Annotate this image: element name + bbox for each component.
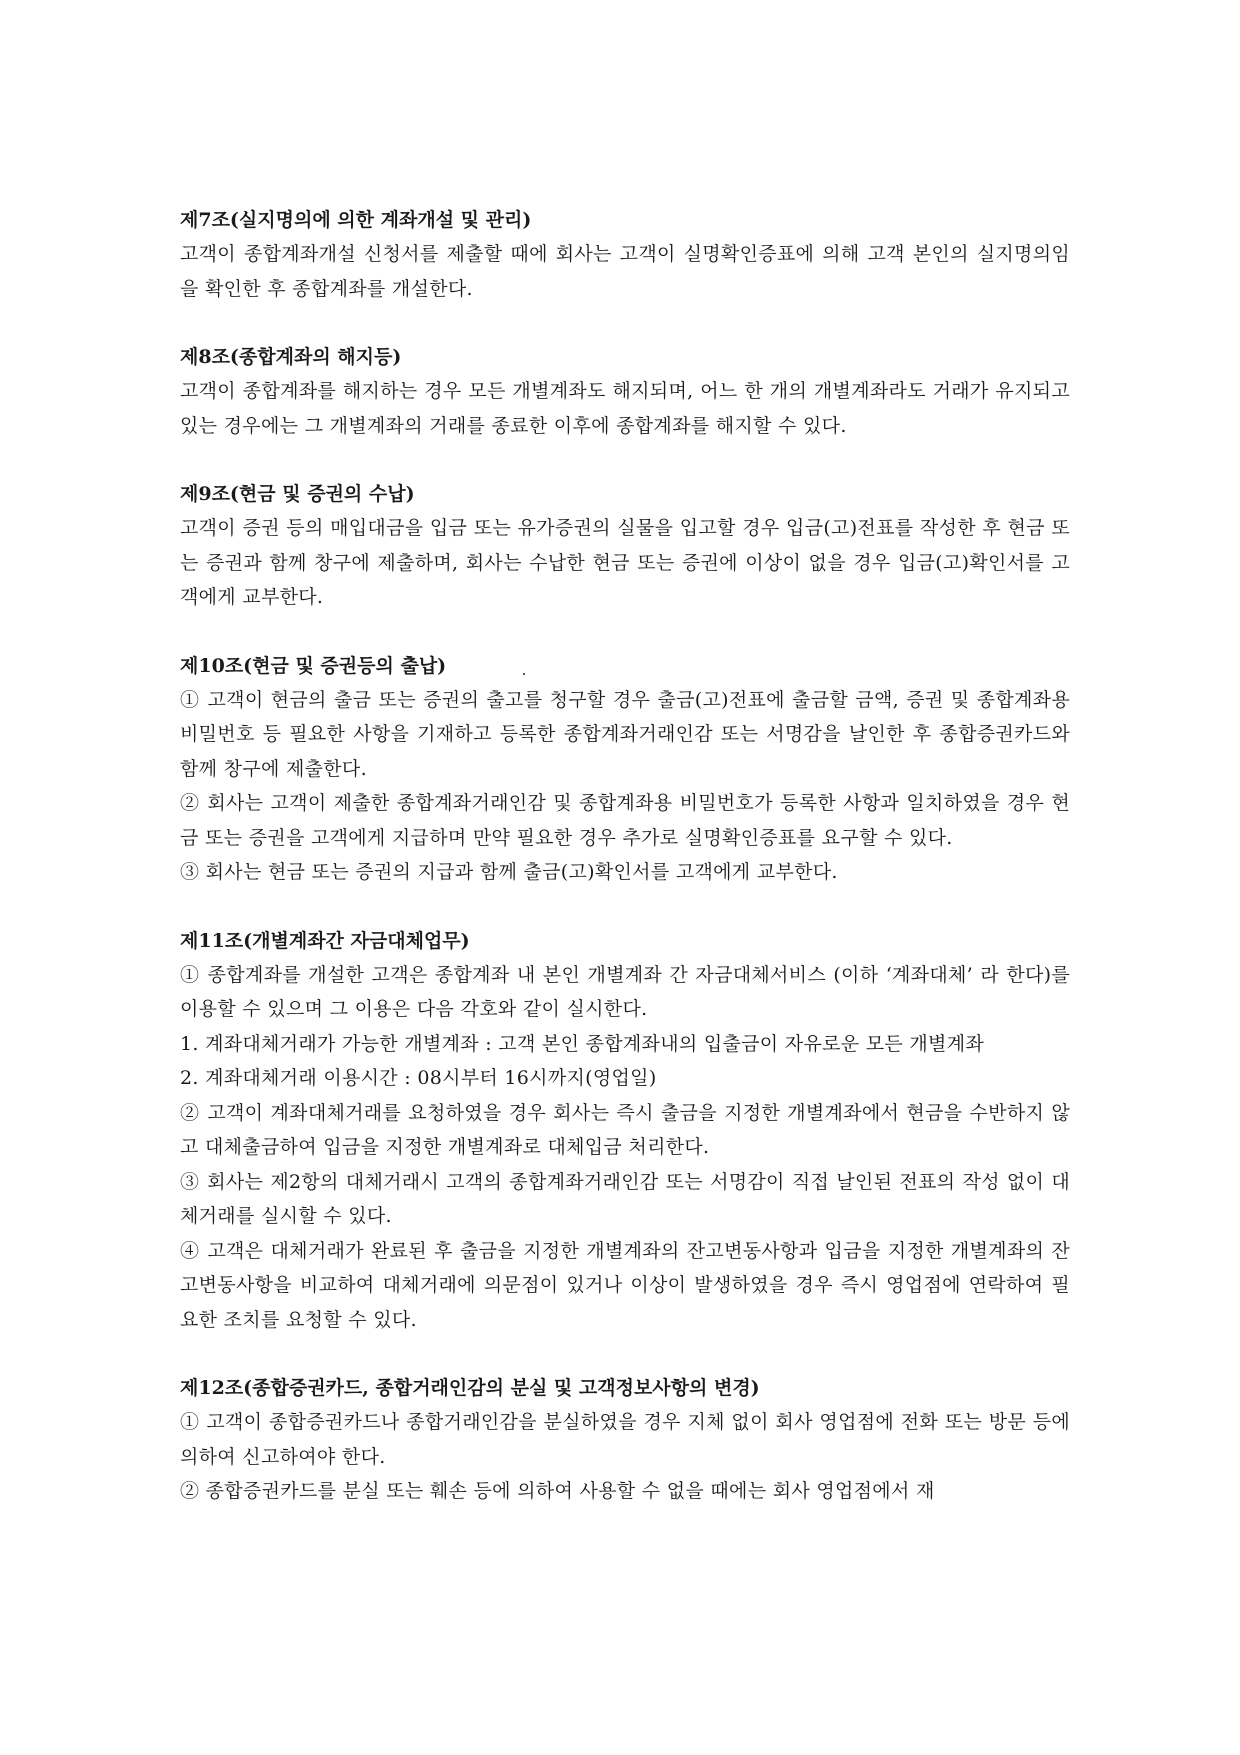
article-9 [180, 478, 1070, 615]
article-heading: 제12조(종합증권카드, 종합거래인감의 분실 및 고객정보사항의 변경) [180, 1377, 760, 1399]
article-paragraph: ③ 회사는 현금 또는 증권의 지급과 함께 출금(고)확인서를 고객에게 교부한다. [180, 861, 838, 883]
article-paragraph: 고객이 종합계좌개설 신청서를 제출할 때에 회사는 고객이 실명확인증표에 의해 고객 본인의 실지명의임을 확인한 후 종합계좌를 개설한다. [180, 243, 1070, 300]
article-heading: 제10조(현금 및 증권등의 출납) [180, 654, 447, 677]
article-12 [180, 1372, 1070, 1509]
article-paragraph: ④ 고객은 대체거래가 완료된 후 출금을 지정한 개별계좌의 잔고변동사항과 입금을 지정한 개별계좌의 잔고변동사항을 비교하여 대체거래에 의문점이 있거나 이상이 발생하였을 경우 즉시 영업점에 연락하여 필요한 조치를 요청할 수 있다. [180, 1239, 1070, 1331]
article-heading: 제11조(개별계좌간 자금대체업무) [180, 929, 470, 952]
article-paragraph: 1. 계좌대체거래가 가능한 개별계좌 : 고객 본인 종합계좌내의 입출금이 자유로운 모든 개별계좌 [180, 1032, 985, 1055]
article-heading: 제8조(종합계좌의 해지등) [180, 346, 402, 368]
article-paragraph: 2. 계좌대체거래 이용시간 : 08시부터 16시까지(영업일) [180, 1067, 657, 1089]
article-7 [180, 204, 1070, 306]
article-heading: 제9조(현금 및 증권의 수납) [180, 483, 415, 505]
article-paragraph: ② 종합증권카드를 분실 또는 훼손 등에 의하여 사용할 수 없을 때에는 회사 영업점에서 재 [180, 1480, 935, 1502]
article-paragraph: ① 고객이 현금의 출금 또는 증권의 출고를 청구할 경우 출금(고)전표에 출금할 금액, 증권 및 종합계좌용 비밀번호 등 필요한 사항을 기재하고 등록한 종합계좌거래인감 또는 서명감을 날인한 후 종합증권카드와 함께 창구에 제출한다. [180, 688, 1070, 780]
article-paragraph: 고객이 종합계좌를 해지하는 경우 모든 개별계좌도 해지되며, 어느 한 개의 개별계좌라도 거래가 유지되고 있는 경우에는 그 개별계좌의 거래를 종료한 이후에 종합계좌를 해지할 수 있다. [180, 380, 1070, 437]
article-paragraph: ② 회사는 고객이 제출한 종합계좌거래인감 및 종합계좌용 비밀번호가 등록한 사항과 일치하였을 경우 현금 또는 증권을 고객에게 지급하며 만약 필요한 경우 추가로 실명확인증표를 요구할 수 있다. [180, 792, 1070, 849]
scan-speck [523, 673, 525, 675]
article-paragraph: ① 종합계좌를 개설한 고객은 종합계좌 내 본인 개별계좌 간 자금대체서비스 (이하 ‘계좌대체’ 라 한다)를 이용할 수 있으며 그 이용은 다음 각호와 같이 실시한다. [180, 963, 1070, 1020]
article-8 [180, 341, 1070, 443]
article-10 [180, 650, 1070, 890]
article-paragraph: 고객이 증권 등의 매입대금을 입금 또는 유가증권의 실물을 입고할 경우 입금(고)전표를 작성한 후 현금 또는 증권과 함께 창구에 제출하며, 회사는 수납한 현금 또는 증권에 이상이 없을 경우 입금(고)확인서를 고객에게 교부한다. [180, 517, 1070, 608]
article-paragraph: ① 고객이 종합증권카드나 종합거래인감을 분실하였을 경우 지체 없이 회사 영업점에 전화 또는 방문 등에 의하여 신고하여야 한다. [180, 1411, 1070, 1468]
article-paragraph: ③ 회사는 제2항의 대체거래시 고객의 종합계좌거래인감 또는 서명감이 직접 날인된 전표의 작성 없이 대체거래를 실시할 수 있다. [180, 1170, 1070, 1227]
article-heading: 제7조(실지명의에 의한 계좌개설 및 관리) [180, 209, 532, 231]
article-paragraph: ② 고객이 계좌대체거래를 요청하였을 경우 회사는 즉시 출금을 지정한 개별계좌에서 현금을 수반하지 않고 대체출금하여 입금을 지정한 개별계좌로 대체입금 처리한다. [180, 1101, 1070, 1158]
article-11 [180, 925, 1070, 1338]
document-body [180, 204, 1070, 1544]
